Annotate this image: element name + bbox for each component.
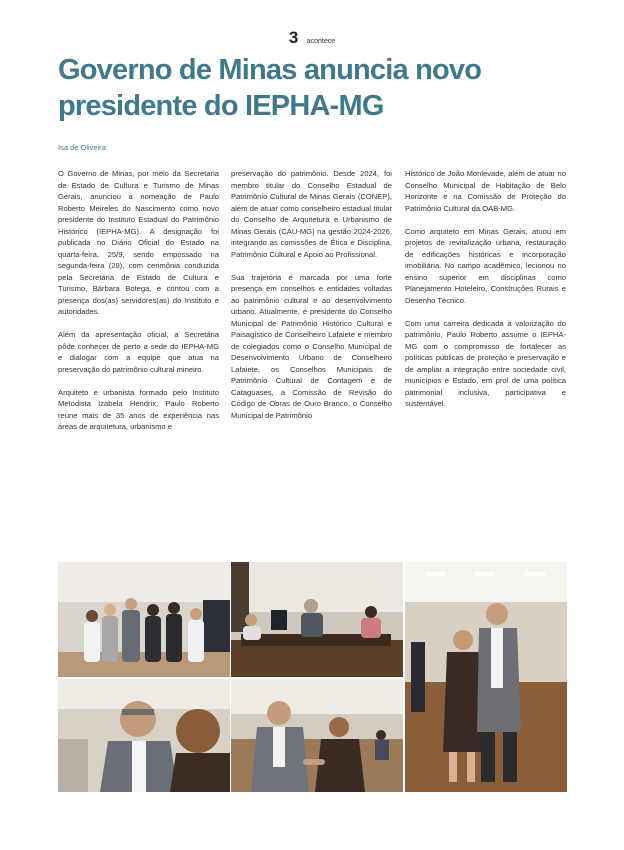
paragraph-2: Além da apresentação oficial, a Secretária pôde conhecer de perto a sede do IEPHA-MG e dialogar com a equipe que atua na preservação do patrimônio cultural mineiro.: [58, 330, 219, 374]
page-header: [0, 28, 624, 48]
paragraph-6: Com uma carreira dedicada à valorização do patrimônio, Paulo Roberto assume o IEPHA-MG com o compromisso de fortalecer as políticas públicas de proteção e preservação e de ampliar a integração entre sociedade civil, municípios e Estado, em prol de uma política patrimonial inclusiva, participativa e sustentável.: [405, 318, 566, 408]
column-2: [231, 168, 392, 421]
paragraph-1: O Governo de Minas, por meio da Secretaria de Estado de Cultura e Turismo de Minas Gerais, anunciou a nomeação de Paulo Roberto Meireles do Nascimento como novo presidente do Instituto Estadual do Patrimônio Histórico (IEPHA-MG). A designação foi publicada no Diário Oficial do Estado na quarta-feira, 25/9, sendo empossado na segunda-feira (29), com cerimônia conduzida pela Secretária de Estado de Cultura e Turismo, Bárbara Botega, e contou com a presença dos(as) servidores(as) do Instituto e autoridades.: [58, 169, 219, 316]
handshake-photo: [231, 679, 403, 792]
article-body: [58, 168, 567, 552]
section-label: acontece: [306, 38, 336, 45]
article-title: Governo de Minas anuncia novo presidente do IEPHA-MG: [58, 54, 482, 122]
paragraph-4-end: Histórico de João Monlevade, além de atuar no Conselho Municipal de Habitação de Belo Horizonte e na Comissão de Proteção do Patrimônio Cultural da OAB-MG.: [405, 169, 566, 213]
paragraph-5: Como arquiteto em Minas Gerais, atuou em projetos de revitalização urbana, restauração de edificações históricas e incorporação imobiliária. No campo acadêmico, lecionou no ensino superior em disciplinas como Planejamento Hoteleiro, Construções Rurais e Desenho Técnico.: [405, 226, 566, 305]
paragraph-3-end: preservação do patrimônio. Desde 2024, foi membro titular do Conselho Estadual de Patrimônio Cultural de Minas Gerais (CONEP), além de atuar como conselheiro estadual titular do Conselho de Arquitetura e Urbanismo de Minas Gerais (CAU-MG) na gestão 2024-2026, integrando as comissões de Ética e Disciplina, Patrimônio Cultural e Apoio ao Profissional.: [231, 169, 392, 259]
couple-portrait-photo: [405, 562, 567, 792]
paragraph-3-start: Arquiteto e urbanista formado pelo Instituto Metodista Izabela Hendrix, Paulo Roberto reúne mais de 35 anos de experiência nas áreas de arquitetura, urbanismo e: [58, 387, 219, 431]
paragraph-4-start: Sua trajetória é marcada por uma forte presença em conselhos e entidades voltadas ao patrimônio cultural e ao desenvolvimento urbano. Atualmente, é presidente do Conselho Municipal de Patrimônio Histórico Cultural e Paisagístico de Conselheiro Lafaiete e membro de colegiados como o Conselho Municipal de Desenvolvimento Urbano de Conselheiro Lafaiete, os Conselhos Municipais de Patrimônio Cultural de Contagem e de Cataguases, a Comissão de Revisão do Código de Obras de Ouro Branco, o Conselho Municipal de Patrimônio: [231, 272, 392, 420]
column-1: [58, 168, 219, 433]
greeting-closeup-photo: [58, 679, 230, 792]
article-author: Isa de Oliveira: [58, 143, 106, 152]
group-photo: [58, 562, 230, 677]
meeting-table-photo: [231, 562, 403, 677]
column-3: [405, 168, 566, 421]
page-number: 3: [288, 28, 299, 47]
